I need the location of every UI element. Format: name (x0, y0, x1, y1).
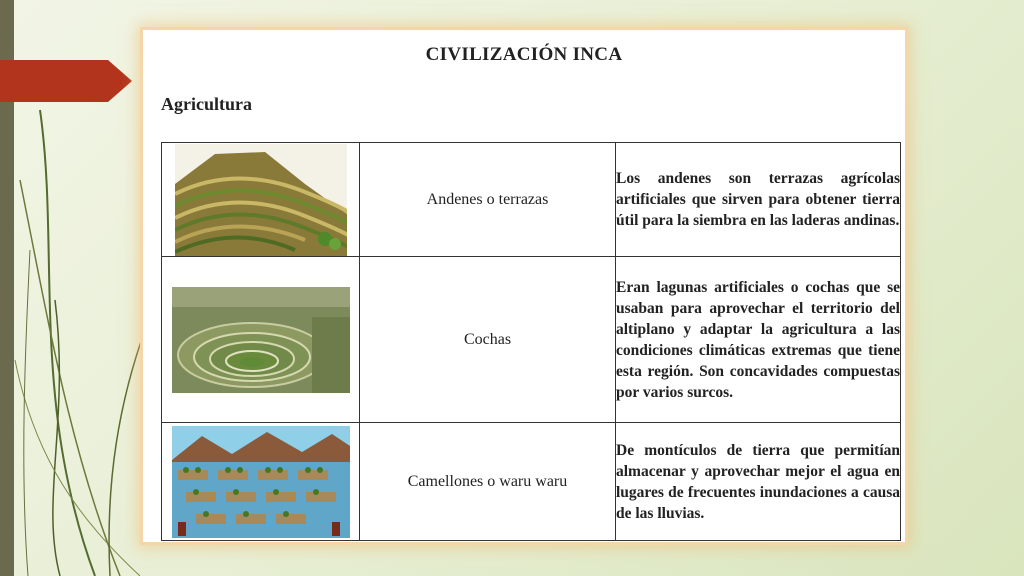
image-cell (162, 143, 360, 257)
content-card (143, 30, 905, 542)
page-title: CIVILIZACIÓN INCA (425, 44, 623, 65)
row-name: Camellones o waru waru (360, 423, 616, 541)
table-row (162, 423, 901, 541)
row-description: Los andenes son terrazas agrícolas artificiales que sirven para obtener tierra útil para la siembra en las laderas andinas. (616, 143, 901, 257)
table-row (162, 257, 901, 423)
image-cell (162, 423, 360, 541)
image-cell (162, 257, 360, 423)
raised-fields-image (172, 426, 350, 538)
section-heading: Agricultura (161, 94, 252, 114)
agriculture-table (161, 142, 901, 541)
row-description: De montículos de tierra que permitían almacenar y aprovechar mejor el agua en lugares de frecuentes inundaciones a causa de las lluvias. (616, 423, 901, 541)
terraced-hillside-image (175, 144, 347, 256)
red-arrow-marker (0, 60, 132, 102)
row-name: Cochas (360, 257, 616, 423)
table-row (162, 143, 901, 257)
row-name: Andenes o terrazas (360, 143, 616, 257)
row-description: Eran lagunas artificiales o cochas que se usaban para aprovechar el territorio del altiplano y adaptar la agricultura a las condiciones climáticas extremas que tiene esta región. Son concavidades compuestas por varios surcos. (616, 257, 901, 423)
circular-terraces-image (172, 287, 350, 393)
